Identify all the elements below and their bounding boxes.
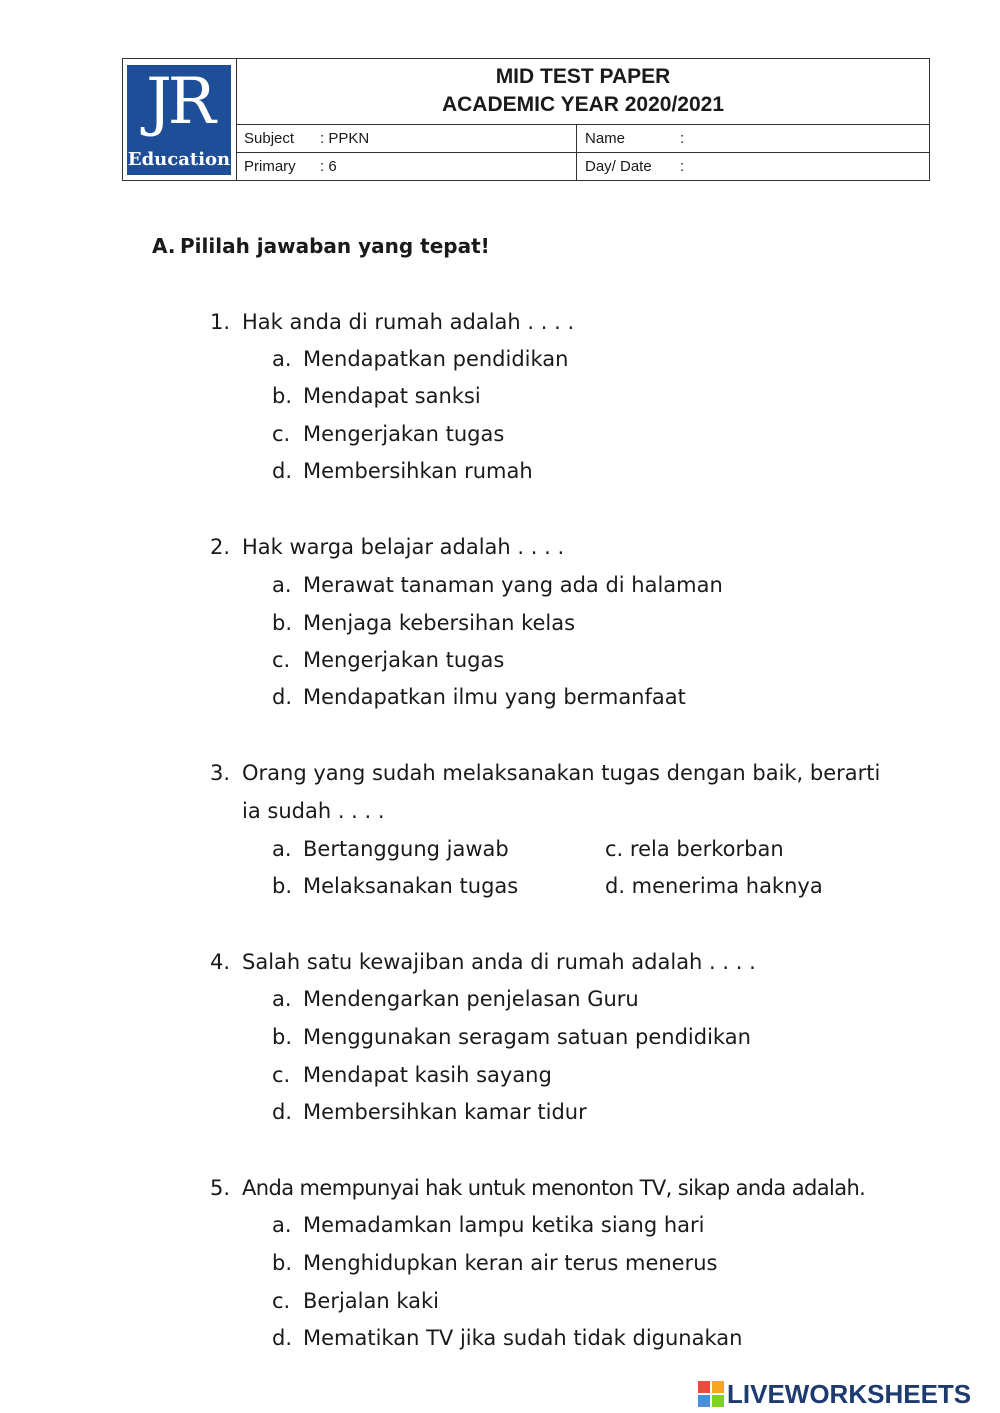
option-c[interactable]: c. rela berkorban [605, 837, 784, 861]
day-date-label: Day/ Date [585, 158, 652, 175]
option-text: Mematikan TV jika sudah tidak digunakan [303, 1326, 743, 1350]
subject-cell [237, 125, 577, 152]
option-letter: c. [272, 1063, 291, 1087]
liveworksheets-logo-icon [698, 1381, 724, 1407]
option-letter: a. [272, 347, 292, 371]
title-line-2: ACADEMIC YEAR 2020/2021 [441, 93, 725, 116]
title-block [237, 59, 929, 125]
subject-value: : PPKN [320, 130, 370, 147]
watermark-text: LIVEWORKSHEETS [727, 1379, 972, 1409]
option-text: Menjaga kebersihan kelas [303, 611, 576, 635]
option-letter: b. [272, 384, 293, 408]
primary-cell [237, 153, 577, 181]
day-date-cell[interactable] [577, 153, 929, 181]
option-text: Memadamkan lampu ketika siang hari [303, 1213, 705, 1237]
primary-value: : 6 [320, 158, 337, 175]
header-table [122, 58, 930, 181]
question-number: 4. [210, 950, 231, 974]
option-letter: d. [272, 1100, 293, 1124]
section-letter: A. [152, 234, 176, 258]
option-text: Menghidupkan keran air terus menerus [303, 1251, 718, 1275]
option-a-letter[interactable]: a. [272, 837, 292, 861]
option-text: Mendapatkan pendidikan [303, 347, 569, 371]
title-line-1: MID TEST PAPER [495, 65, 671, 88]
option-b-letter[interactable]: b. [272, 874, 293, 898]
name-cell[interactable] [577, 125, 929, 152]
name-label: Name [585, 130, 626, 147]
logo-sub-text: Education [127, 149, 231, 170]
option-text: Mendapat sanksi [303, 384, 481, 408]
option-letter: d. [272, 685, 293, 709]
option-text: Merawat tanaman yang ada di halaman [303, 573, 723, 597]
question-text-line-2: ia sudah . . . . [242, 799, 385, 823]
option-text: Mendapat kasih sayang [303, 1063, 552, 1087]
section-instruction: Pililah jawaban yang tepat! [180, 234, 490, 258]
option-letter: c. [272, 422, 291, 446]
option-b-text[interactable]: Melaksanakan tugas [303, 874, 519, 898]
option-letter: a. [272, 987, 292, 1011]
question-number: 1. [210, 310, 231, 334]
option-letter: b. [272, 1251, 293, 1275]
question-number: 5. [210, 1176, 231, 1200]
jr-education-logo [127, 65, 231, 175]
day-date-value: : [680, 158, 685, 175]
primary-label: Primary [244, 158, 296, 175]
option-text: Mengerjakan tugas [303, 648, 505, 672]
option-d[interactable]: d. menerima haknya [605, 874, 823, 898]
section-heading [152, 232, 490, 260]
option-letter: c. [272, 1289, 291, 1313]
question-text-line-1: Orang yang sudah melaksanakan tugas dengan baik, berarti [242, 761, 881, 785]
option-text: Menggunakan seragam satuan pendidikan [303, 1025, 751, 1049]
option-letter: c. [272, 648, 291, 672]
option-letter: b. [272, 611, 293, 635]
option-letter: a. [272, 1213, 292, 1237]
option-letter: d. [272, 1326, 293, 1350]
name-value: : [680, 130, 685, 147]
subject-label: Subject [244, 130, 295, 147]
question-number: 3. [210, 761, 231, 785]
option-text: Membersihkan rumah [303, 459, 533, 483]
option-text: Berjalan kaki [303, 1289, 440, 1313]
liveworksheets-watermark [698, 1378, 998, 1410]
option-text: Mendengarkan penjelasan Guru [303, 987, 639, 1011]
option-text: Mengerjakan tugas [303, 422, 505, 446]
question-text: Hak warga belajar adalah . . . . [242, 535, 565, 559]
logo-main-text: JR [146, 65, 212, 139]
option-text: Membersihkan kamar tidur [303, 1100, 587, 1124]
option-letter: a. [272, 573, 292, 597]
question-number: 2. [210, 535, 231, 559]
option-a-text[interactable]: Bertanggung jawab [303, 837, 509, 861]
option-text: Mendapatkan ilmu yang bermanfaat [303, 685, 686, 709]
logo-cell [123, 59, 237, 180]
question-text: Salah satu kewajiban anda di rumah adalah . . . . [242, 950, 756, 974]
question-text: Hak anda di rumah adalah . . . . [242, 310, 575, 334]
question-text: Anda mempunyai hak untuk menonton TV, sikap anda adalah. [242, 1176, 866, 1200]
info-row-1 [237, 125, 929, 153]
option-letter: d. [272, 459, 293, 483]
option-letter: b. [272, 1025, 293, 1049]
info-row-2 [237, 153, 929, 181]
